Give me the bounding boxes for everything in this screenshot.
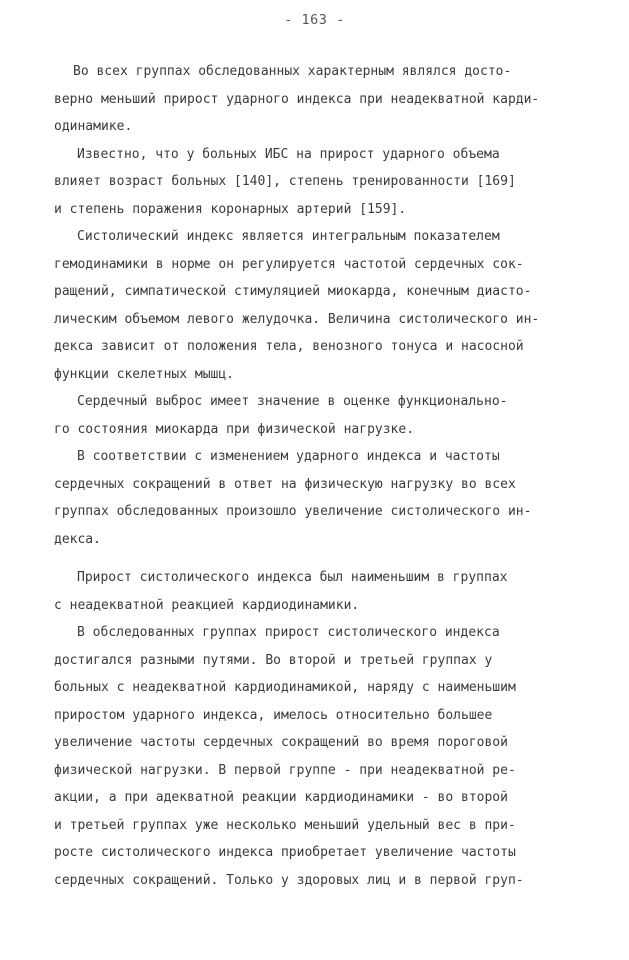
text-line: Систолический индекс является интегральным показателем: [77, 229, 500, 244]
text-line: и третьей группах уже несколько меньший удельный вес в при-: [54, 817, 516, 833]
text-line: лическим объемом левого желудочка. Величина систолического ин-: [54, 311, 540, 327]
text-line: гемодинамики в норме он регулируется частотой сердечных сок-: [54, 256, 524, 272]
paragraph-gap: [73, 553, 593, 564]
body-text: [54, 58, 593, 894]
text-line: больных с неадекватной кардиодинамикой, наряду с наименьшим: [54, 680, 516, 695]
text-line: Во всех группах обследованных характерным являлся досто-: [73, 64, 512, 79]
text-line: Сердечный выброс имеет значение в оценке функционально-: [77, 394, 508, 409]
text-line: приростом ударного индекса, имелось относительно большее: [54, 707, 493, 723]
text-line: группах обследованных произошло увеличение систолического ин-: [54, 504, 532, 519]
text-line: Известно, что у больных ИБС на прирост ударного объема: [77, 146, 500, 162]
text-line: ращений, симпатической стимуляцией миокарда, конечным диасто-: [54, 284, 532, 299]
page-number: - 163 -: [284, 12, 345, 28]
text-line: физической нагрузки. В первой группе - при неадекватной ре-: [54, 762, 516, 778]
text-line: декса зависит от положения тела, венозного тонуса и насосной: [54, 339, 524, 354]
text-line: В соответствии с изменением ударного индекса и частоты: [77, 449, 500, 464]
text-line: функции скелетных мышц.: [54, 366, 235, 382]
text-line: Прирост систолического индекса был наименьшим в группах: [77, 570, 508, 585]
text-line: достигался разными путями. Во второй и третьей группах у: [54, 652, 493, 668]
text-line: одинамике.: [54, 119, 133, 134]
text-line: верно меньший прирост ударного индекса при неадекватной карди-: [54, 91, 540, 107]
text-line: с неадекватной реакцией кардиодинамики.: [54, 597, 360, 613]
text-line: го состояния миокарда при физической нагрузке.: [54, 421, 415, 437]
text-line: декса.: [54, 531, 101, 547]
text-line: увеличение частоты сердечных сокращений во время пороговой: [54, 735, 508, 750]
text-line: росте систолического индекса приобретает увеличение частоты: [54, 845, 516, 860]
text-line: акции, а при адекватной реакции кардиодинамики - во второй: [54, 790, 508, 805]
text-line: сердечных сокращений в ответ на физическую нагрузку во всех: [54, 476, 516, 492]
text-line: сердечных сокращений. Только у здоровых лиц и в первой груп-: [54, 872, 524, 888]
text-line: влияет возраст больных [140], степень тренированности [169]: [54, 174, 516, 189]
text-line: В обследованных группах прирост систолического индекса: [77, 625, 500, 640]
text-line: и степень поражения коронарных артерий [159].: [54, 201, 407, 217]
